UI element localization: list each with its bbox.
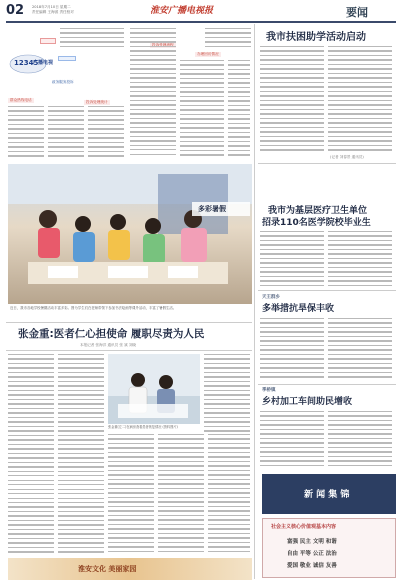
article-1-body <box>328 46 392 154</box>
flow-label-3: 投诉处理统计 <box>86 100 108 104</box>
news-roundup-title: 新 闻 集 锦 <box>304 490 350 500</box>
article-3-title: 多举措抗旱保丰收 <box>262 304 335 314</box>
core-values-row-3: 爱国 敬业 诚信 友善 <box>287 563 337 569</box>
text-block <box>228 60 250 158</box>
photo-kids-activity <box>8 164 252 304</box>
article-3-kicker: 天王群乡 <box>262 295 280 300</box>
core-values-row-2: 自由 平等 公正 法治 <box>287 551 337 557</box>
article-4-title: 乡村加工车间助民增收 <box>262 397 353 407</box>
text-block <box>48 106 84 158</box>
photo-illustration <box>8 164 252 304</box>
main-article-title: 张金重:医者仁心担使命 履职尽责为人民 <box>18 328 205 340</box>
main-article-body <box>158 434 204 554</box>
text-block <box>205 28 251 50</box>
photo-caption-bar <box>192 202 250 216</box>
header-rule <box>6 21 396 23</box>
core-values-row-1: 富强 民主 文明 和谐 <box>287 539 337 545</box>
main-article-body <box>8 354 54 554</box>
article-2-title-1: 我市为基层医疗卫生单位 <box>268 206 368 216</box>
news-roundup-box <box>262 474 396 514</box>
masthead-logo: 淮安广播电视报 <box>150 6 214 16</box>
flow-label-1: 群众热线电话 <box>10 98 32 102</box>
bottom-banner <box>8 558 252 580</box>
header-meta-2: 责任编辑 王海滨 责任校对 <box>32 10 74 14</box>
core-values-title: 社会主义核心价值观基本内容 <box>271 524 337 530</box>
main-article-body <box>208 434 250 554</box>
photo-caption-bar-text: 多彩暑假 <box>198 205 226 213</box>
flow-label-2: 政务服务投诉 <box>52 80 74 84</box>
article-2-title-2: 招录110名医学院校毕业生 <box>262 218 371 228</box>
text-block <box>88 106 124 158</box>
article-4-kicker: 季桥镇 <box>262 388 276 393</box>
article-4-body <box>328 411 392 469</box>
core-values-box <box>262 518 396 578</box>
article-4-body <box>260 411 324 469</box>
article-3-body <box>328 318 392 382</box>
main-article-photo-caption: 张金重(左二)在病房查看患者恢复情况 (资料图片) <box>108 425 178 429</box>
text-block <box>60 28 124 50</box>
flow-box-2 <box>58 56 76 61</box>
text-block <box>8 106 44 158</box>
main-article-body <box>108 434 154 554</box>
hotline-number: 12345 <box>14 59 39 67</box>
header-meta-1: 2018年7月10日 星期二 <box>32 5 71 9</box>
article-1-byline: (记者 刘春景 通讯员) <box>330 155 364 159</box>
photo-caption: 近日，我市各地学校暑期活动丰富多彩。图为学生们在老师带领下参加书法绘画等课外活动，丰富了暑假生活。 <box>10 306 177 310</box>
article-1-title: 我市扶困助学活动启动 <box>266 32 366 43</box>
flow-box-1 <box>40 38 56 44</box>
hotline-tail: 广播电视 <box>33 60 54 66</box>
text-block <box>180 60 224 158</box>
flow-label-5: 办理回访情况 <box>197 52 219 56</box>
photo-doctor-illustration <box>108 354 200 424</box>
photo-doctor <box>108 354 200 424</box>
bottom-banner-text: 淮安文化 美丽家园 <box>78 565 137 573</box>
article-3-body <box>260 318 324 382</box>
article-2-body <box>260 231 324 291</box>
hotline-badge <box>8 27 58 82</box>
page-header <box>0 0 401 24</box>
main-article-body <box>58 354 104 554</box>
article-2-body <box>328 231 392 291</box>
text-block <box>130 28 176 158</box>
page-number: 02 <box>6 3 25 18</box>
infographic <box>8 27 58 82</box>
main-article-body <box>204 354 250 434</box>
main-article-byline: 本报记者 张海洋 通讯员 张 斌 刘晓 <box>80 343 137 347</box>
article-1-body <box>260 46 324 154</box>
section-title: 要闻 <box>346 6 368 19</box>
